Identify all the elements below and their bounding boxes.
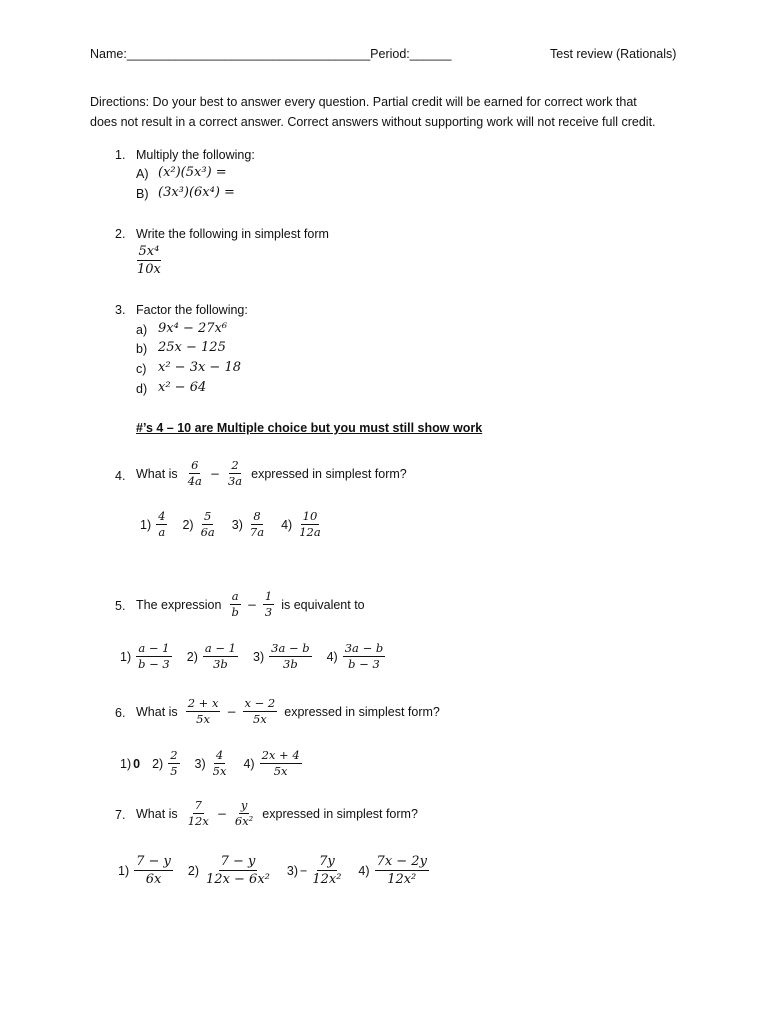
q5-choice-1[interactable]: 1) $\frac{a - 1}{b - 3}$ [120, 641, 170, 671]
q5-choices [120, 642, 400, 671]
page-title: Test review (Rationals) [550, 47, 677, 61]
q3-b-expr: 25x − 125 [158, 340, 226, 355]
q7-choice-2[interactable]: 2) $\frac{7 - y}{\text{12x − 6x²}}$ [187, 854, 270, 887]
q1-b-expr: (3x³)(6x⁴) = [158, 185, 235, 200]
q5-f2-den: 3 [264, 605, 273, 619]
q4-choice-3[interactable]: 3) $\frac{8}{7a}$ [231, 509, 265, 539]
q7-number: 7. [115, 808, 126, 822]
q4-f1-den: 4a [187, 474, 202, 488]
q5-pre: The expression [136, 597, 222, 612]
q4-pre: What is [136, 466, 178, 481]
q6-pre: What is [136, 704, 178, 719]
q4-post: expressed in simplest form? [251, 466, 407, 481]
q1-b-label: B) [136, 187, 149, 201]
q4-f2-den: 3a [227, 474, 243, 488]
q5-post: is equivalent to [281, 597, 365, 612]
q4-choice-2[interactable]: 2) $\frac{5}{6a}$ [182, 509, 215, 539]
q4-prompt [136, 459, 407, 488]
q5-f1-num: a [231, 589, 239, 603]
q4-choice-1[interactable]: 1) $\frac{4}{a}$ [140, 509, 166, 539]
q4-choice-4[interactable]: 4) $\frac{10}{12a}$ [281, 509, 321, 539]
q3-a-expr: 9x⁴ − 27x⁶ [158, 321, 228, 336]
name-label: Name: [90, 47, 127, 61]
q5-choice-2[interactable]: 2) $\frac{a - 1}{3b}$ [186, 641, 236, 671]
q6-choice-3[interactable]: 3) $\frac{4}{5x}$ [194, 748, 227, 778]
q4-op: − [209, 466, 220, 481]
q6-choices [120, 749, 317, 778]
q3-prompt: Factor the following: [136, 303, 248, 317]
q7-f1-den: 12x [187, 814, 209, 828]
q6-prompt [136, 697, 440, 726]
q5-prompt [136, 590, 365, 619]
q7-post: expressed in simplest form? [262, 806, 418, 821]
header-line [90, 46, 451, 62]
q5-number: 5. [115, 599, 126, 613]
period-label: Period: [370, 47, 410, 61]
name-blank: ___________________________________ [126, 47, 371, 61]
multiple-choice-note: #’s 4 – 10 are Multiple choice but you must still show work [136, 421, 483, 435]
q6-choice-1[interactable]: 1) 0 [120, 756, 141, 771]
q7-choice-1[interactable]: 1) $\frac{7 - y}{6x}$ [118, 854, 171, 887]
q5-f1-den: b [231, 605, 239, 619]
q4-f1-num: 6 [191, 458, 199, 472]
q7-f2-num: y [240, 798, 248, 812]
period-blank: ______ [409, 47, 452, 61]
q6-op: − [226, 704, 237, 719]
q3-a-label: a) [136, 323, 148, 337]
q2-number: 2. [115, 227, 126, 241]
q7-choice-4[interactable]: 4) $\frac{7x - 2y}{\text{12x²}}$ [358, 854, 427, 887]
q6-f1-den: 5x [196, 712, 210, 726]
q2-fraction [132, 244, 166, 277]
q7-f1-num: 7 [194, 798, 202, 812]
q6-post: expressed in simplest form? [284, 704, 440, 719]
q6-f1-num: 2 + x [187, 696, 219, 710]
q3-c-expr: x² − 3x − 18 [158, 360, 242, 375]
directions-line-2: does not result in a correct answer. Correct answers without supporting work will not receive full credit. [90, 115, 656, 129]
directions-line-1: Directions: Do your best to answer every question. Partial credit will be earned for correct work that [90, 95, 637, 109]
q7-f2-den: 6x² [234, 814, 254, 828]
q4-f2-num: 2 [231, 458, 239, 472]
q5-choice-3[interactable]: 3) $\frac{3a - b}{3b}$ [253, 641, 310, 671]
q1-prompt: Multiply the following: [136, 148, 255, 162]
q6-f2-num: x − 2 [244, 696, 276, 710]
q4-choices [140, 510, 338, 539]
q7-pre: What is [136, 806, 178, 821]
q3-number: 3. [115, 303, 126, 317]
q7-choice-3[interactable]: 3) − $\frac{7y}{\text{12x²}}$ [286, 854, 342, 887]
q2-denominator: 10x [137, 262, 161, 277]
q6-number: 6. [115, 706, 126, 720]
q7-prompt [136, 799, 418, 828]
q1-a-expr: (x²)(5x³) = [158, 165, 227, 180]
q1-a-label: A) [136, 167, 149, 181]
q3-d-expr: x² − 64 [158, 380, 207, 395]
q3-d-label: d) [136, 382, 148, 396]
q7-choices [118, 854, 444, 887]
q5-choice-4[interactable]: 4) $\frac{3a - b}{b - 3}$ [326, 641, 384, 671]
q6-choice-2[interactable]: 2) $\frac{2}{5}$ [152, 748, 178, 778]
q2-numerator: 5x⁴ [138, 244, 160, 259]
q6-choice-4[interactable]: 4) $\frac{2x + 4}{5x}$ [243, 748, 300, 778]
q5-f2-num: 1 [264, 589, 273, 603]
q2-prompt: Write the following in simplest form [136, 227, 329, 241]
q4-number: 4. [115, 469, 126, 483]
q1-number: 1. [115, 148, 126, 162]
q3-c-label: c) [136, 362, 147, 376]
q3-b-label: b) [136, 342, 148, 356]
q7-op: − [216, 806, 227, 821]
q6-f2-den: 5x [252, 712, 267, 726]
q5-op: − [246, 597, 257, 612]
